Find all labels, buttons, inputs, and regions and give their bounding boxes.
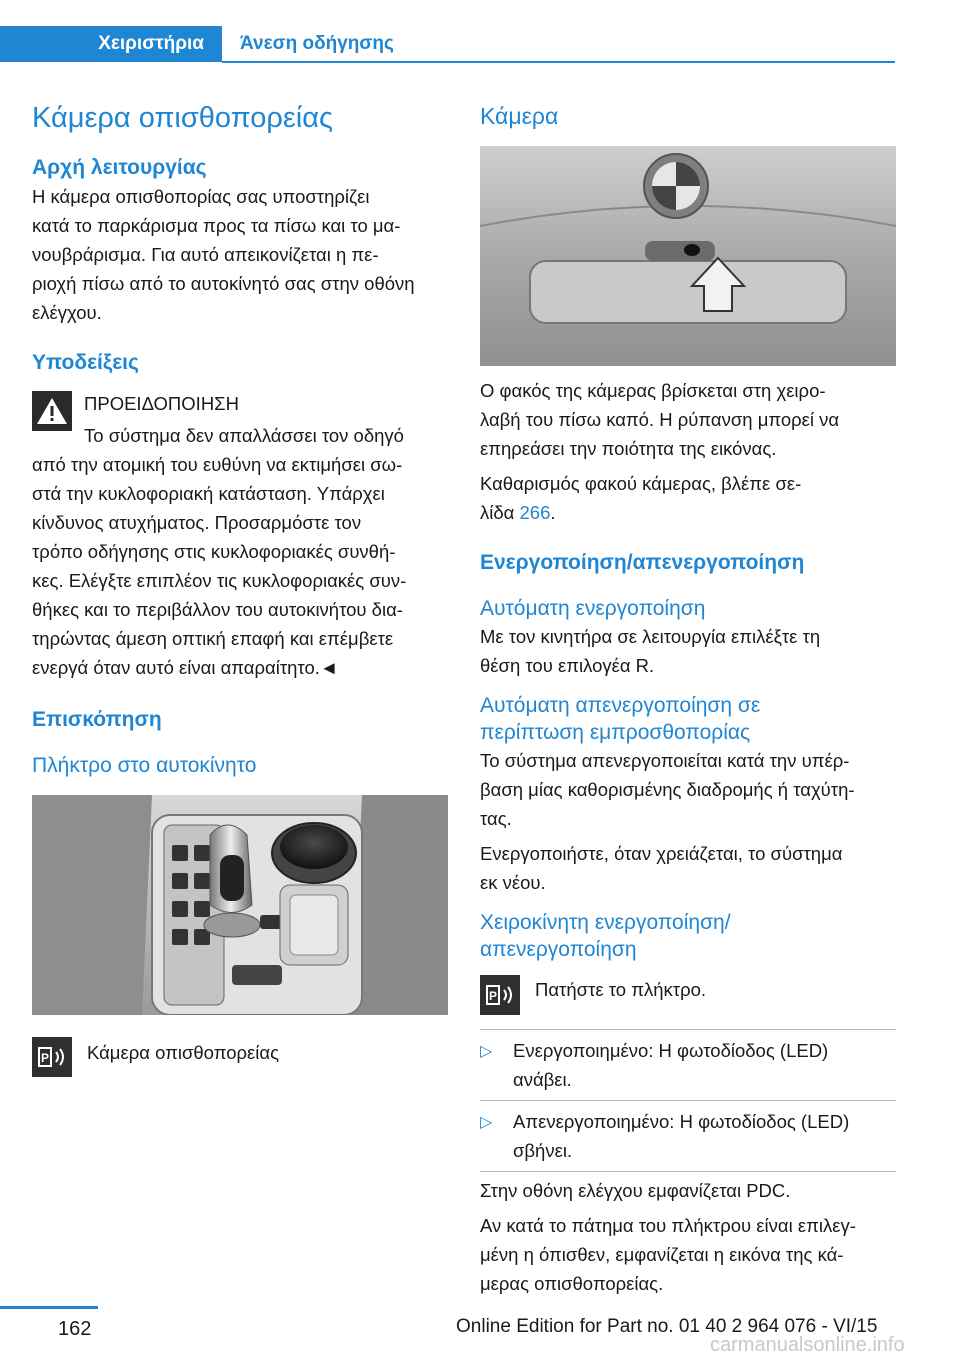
text-line: κατά το παρκάρισμα προς τα πίσω και το μα-	[32, 215, 401, 236]
auto-on-heading: Αυτόματη ενεργοποίηση	[480, 597, 706, 620]
page-reference-link[interactable]: 266	[519, 502, 551, 523]
text-line: τρόπο οδήγησης στις κυκλοφοριακές συνθή-	[32, 541, 396, 562]
page-title: Κάμερα οπισθοπορείας	[32, 102, 333, 134]
text-line: μερας οπισθοπορείας.	[480, 1273, 664, 1294]
manual-heading	[480, 909, 896, 963]
reactivate-text	[480, 839, 896, 897]
header-divider	[222, 61, 895, 63]
edition-text: Online Edition for Part no. 01 40 2 964 076 - VI/15	[456, 1316, 878, 1337]
final-text	[480, 1211, 896, 1298]
text-line: Ενεργοποιημένο: Η φωτοδίοδος (LED)	[513, 1040, 829, 1061]
heading-line: Αυτόματη απενεργοποίηση σε	[480, 694, 761, 717]
text-line: Στην οθόνη ελέγχου εμφανίζεται PDC.	[480, 1180, 791, 1201]
text-line: ριοχή πίσω από το αυτοκίνητό σας στην οθόνη	[32, 273, 415, 294]
cleaning-text	[480, 469, 896, 527]
camera-button-icon	[32, 1037, 72, 1077]
text-line: Με τον κινητήρα σε λειτουργία επιλέξτε τη	[480, 626, 821, 647]
overview-heading: Επισκόπηση	[32, 708, 162, 731]
press-button-text: Πατήστε το πλήκτρο.	[535, 979, 707, 1000]
right-column	[480, 100, 896, 1298]
heading-line: περίπτωση εμπροσθοπορίας	[480, 721, 751, 744]
lens-text	[480, 376, 896, 463]
text-line: Απενεργοποιημένο: Η φωτοδίοδος (LED)	[513, 1111, 850, 1132]
text-line: Αν κατά το πάτημα του πλήκτρου είναι επιλεγ-	[480, 1215, 856, 1236]
text-line: μένη η όπισθεν, εμφανίζεται η εικόνα της κά-	[480, 1244, 844, 1265]
auto-on-text	[480, 622, 896, 680]
principle-heading: Αρχή λειτουργίας	[32, 156, 207, 179]
center-console-image	[32, 795, 448, 1015]
text-line: θήκες και το περιβάλλον του αυτοκινήτου δια-	[32, 599, 403, 620]
notes-heading: Υποδείξεις	[32, 351, 139, 374]
text-line: στά την κυκλοφοριακή κατάσταση. Υπάρχει	[32, 483, 385, 504]
text-line: λαβή του πίσω καπό. Η ρύπανση μπορεί να	[480, 409, 840, 430]
tab-driving-comfort[interactable]: Άνεση οδήγησης	[240, 33, 394, 54]
list-item	[480, 1107, 896, 1165]
list-divider	[480, 1171, 896, 1172]
text-line: κες. Ελέγξτε επιπλέον τις κυκλοφοριακές συν-	[32, 570, 407, 591]
footer-divider	[0, 1306, 98, 1309]
camera-button-icon	[480, 975, 520, 1015]
text-line: Ενεργοποιήστε, όταν χρειάζεται, το σύστημα	[480, 843, 843, 864]
heading-line: Χειροκίνητη ενεργοποίηση/	[480, 911, 731, 934]
page-number: 162	[58, 1318, 92, 1340]
text-line: εκ νέου.	[480, 872, 546, 893]
text-line: ελέγχου.	[32, 302, 102, 323]
onoff-heading: Ενεργοποίηση/απενεργοποίηση	[480, 551, 805, 574]
press-button-row	[480, 975, 896, 1025]
text-line: σβήνει.	[513, 1140, 573, 1161]
page-header	[0, 26, 960, 62]
text-line: επηρεάσει την ποιότητα της εικόνας.	[480, 438, 777, 459]
text-line: κίνδυνος ατυχήματος. Προσαρμόστε τον	[32, 512, 362, 533]
left-column	[32, 100, 448, 1081]
text-line: Ο φακός της κάμερας βρίσκεται στη χειρο-	[480, 380, 826, 401]
camera-heading: Κάμερα	[480, 103, 559, 129]
list-item	[480, 1036, 896, 1094]
text-line	[480, 498, 896, 527]
svg-text:P: P	[489, 989, 498, 1003]
warning-icon	[32, 391, 72, 431]
text-line: Το σύστημα δεν απαλλάσσει τον οδηγό	[84, 425, 404, 446]
list-divider	[480, 1029, 896, 1030]
tab-controls[interactable]: Χειριστήρια	[0, 26, 222, 62]
list-divider	[480, 1100, 896, 1101]
text-line: ενεργά όταν αυτό είναι απαραίτητο.◄	[32, 657, 339, 678]
text-line: ανάβει.	[513, 1069, 572, 1090]
watermark: carmanualsonline.info	[710, 1334, 905, 1356]
warning-block	[32, 387, 448, 682]
pdc-text	[480, 1176, 896, 1205]
text-line: Η κάμερα οπισθοπορίας σας υποστηρίζει	[32, 186, 370, 207]
text-line: νουβράρισμα. Για αυτό απεικονίζεται η πε-	[32, 244, 379, 265]
tailgate-camera-image	[480, 146, 896, 366]
principle-text	[32, 182, 448, 327]
text-line: τας.	[480, 808, 512, 829]
auto-off-text	[480, 746, 896, 833]
text-fragment: λίδα	[480, 502, 520, 523]
triangle-bullet-icon: ▷	[480, 1114, 493, 1131]
text-line: τηρώντας άμεση οπτική επαφή και επέμβετε	[32, 628, 394, 649]
text-line: Καθαρισμός φακού κάμερας, βλέπε σε-	[480, 473, 802, 494]
text-line: Το σύστημα απενεργοποιείται κατά την υπέρ-	[480, 750, 850, 771]
warning-label: ΠΡΟΕΙΔΟΠΟΙΗΣΗ	[84, 393, 239, 414]
text-fragment: .	[550, 502, 556, 523]
camera-button-row	[32, 1037, 448, 1067]
button-heading: Πλήκτρο στο αυτοκίνητο	[32, 754, 257, 777]
text-line: από την ατομική του ευθύνη να εκτιμήσει σω-	[32, 454, 403, 475]
heading-line: απενεργοποίηση	[480, 938, 637, 961]
text-line: θέση του επιλογέα R.	[480, 655, 655, 676]
svg-text:P: P	[41, 1051, 50, 1065]
camera-button-caption: Κάμερα οπισθοπορείας	[87, 1042, 279, 1063]
auto-off-heading	[480, 692, 896, 746]
text-line: βαση μίας καθορισμένης διαδρομής ή ταχύτη-	[480, 779, 855, 800]
triangle-bullet-icon: ▷	[480, 1043, 493, 1060]
